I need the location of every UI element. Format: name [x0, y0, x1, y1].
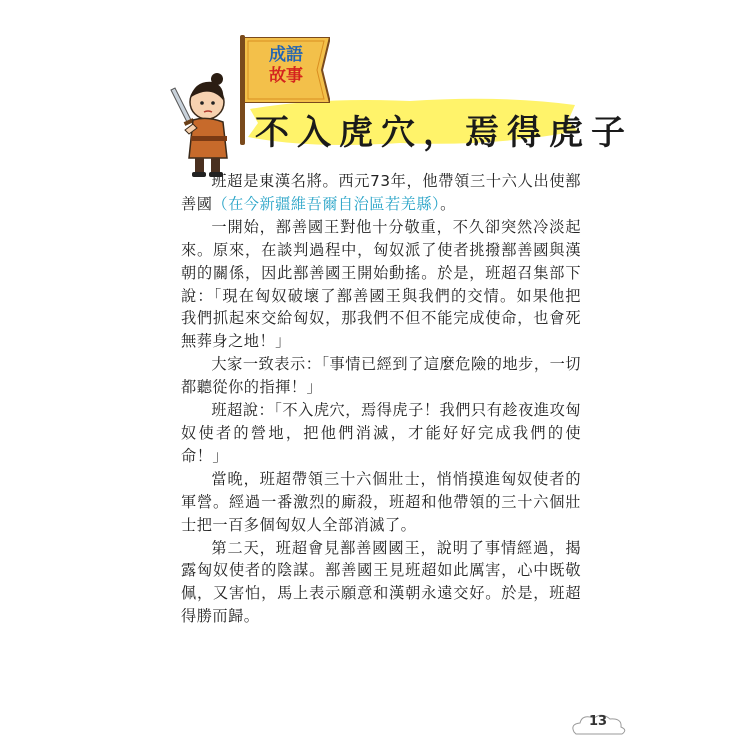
flag-label	[256, 45, 316, 87]
paragraph-1	[181, 170, 581, 216]
paragraph-6: 第二天，班超會見鄯善國國王，說明了事情經過，揭露匈奴使者的陰謀。鄯善國王見班超如此厲害，心中既敬佩，又害怕，馬上表示願意和漢朝永遠交好。於是，班超得勝而歸。	[181, 538, 581, 626]
paragraph-1-text: 班超是東漢名將。西元73年，他帶領三十六人出使鄯善國	[181, 172, 581, 213]
paragraph-2: 一開始，鄯善國王對他十分敬重，不久卻突然冷淡起來。原來，在談判過程中，匈奴派了使者挑撥鄯善國與漢朝的關係，因此鄯善國王開始動搖。於是，班超召集部下說：「現在匈奴破壞了鄯善國王與我們的交情。如果他把我們抓起來交給匈奴，那我們不但不能完成使命，也會死無葬身之地！」	[181, 217, 581, 351]
location-note: （在今新疆維吾爾自治區若羌縣）	[212, 194, 441, 213]
page-number: 13	[588, 714, 608, 729]
paragraph-1-end: 。	[440, 194, 456, 213]
page-number-badge	[568, 710, 628, 738]
idiom-title: 不入虎穴，焉得虎子	[255, 113, 633, 153]
warrior-illustration	[165, 70, 245, 180]
flag-label-line1: 成語	[269, 45, 303, 65]
paragraph-5: 當晚，班超帶領三十六個壯士，悄悄摸進匈奴使者的軍營。經過一番激烈的廝殺，班超和他帶領的三十六個壯士把一百多個匈奴人全部消滅了。	[181, 469, 581, 534]
story-body	[181, 170, 581, 628]
paragraph-3: 大家一致表示：「事情已經到了這麼危險的地步，一切都聽從你的指揮！」	[181, 355, 581, 397]
flag-label-line2: 故事	[269, 66, 303, 86]
paragraph-4: 班超說：「不入虎穴，焉得虎子！我們只有趁夜進攻匈奴使者的營地，把他們消滅，才能好好完成我們的使命！」	[181, 401, 581, 465]
story-header	[160, 25, 633, 155]
